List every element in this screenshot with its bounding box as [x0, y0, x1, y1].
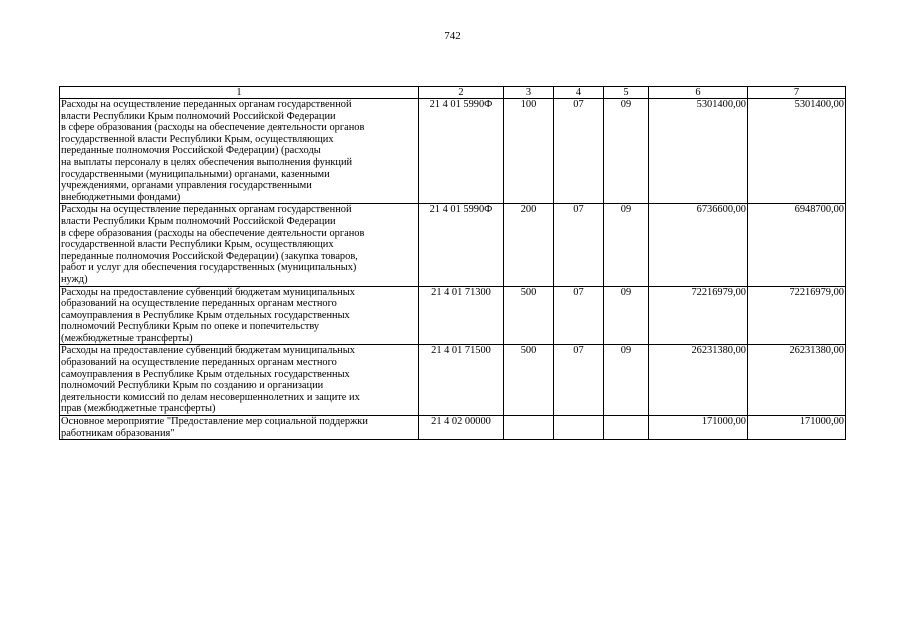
description-line: власти Республики Крым полномочий Российской Федерации	[61, 110, 336, 122]
expense-type-code: 500	[504, 345, 554, 416]
subsection-code: 09	[604, 99, 649, 204]
section-code: 07	[554, 204, 604, 286]
amount-year-2: 26231380,00	[748, 345, 846, 416]
amount-year-1: 72216979,00	[649, 286, 748, 345]
section-code	[554, 416, 604, 440]
target-article-code: 21 4 01 5990Ф	[419, 99, 504, 204]
description-line: власти Республики Крым полномочий Российской Федерации	[61, 215, 336, 227]
description-line: (межбюджетные трансферты)	[61, 332, 193, 344]
subsection-code	[604, 416, 649, 440]
description-line: переданные полномочия Российской Федерации) (закупка товаров,	[61, 250, 358, 262]
table-row	[60, 345, 846, 416]
description-line: Основное мероприятие "Предоставление мер социальной поддержки	[61, 416, 368, 428]
header-col-5: 5	[604, 87, 649, 99]
header-col-1: 1	[60, 87, 419, 99]
expense-type-code	[504, 416, 554, 440]
amount-year-1: 5301400,00	[649, 99, 748, 204]
amount-year-1: 171000,00	[649, 416, 748, 440]
budget-table	[59, 86, 846, 440]
description-line: работ и услуг для обеспечения государственных (муниципальных)	[61, 262, 357, 274]
description-line: прав (межбюджетные трансферты)	[61, 403, 216, 415]
table-row	[60, 204, 846, 286]
description-line: на выплаты персоналу в целях обеспечения выполнения функций	[61, 156, 353, 168]
description-line: переданные полномочия Российской Федерации) (расходы	[61, 145, 321, 157]
table-row	[60, 99, 846, 204]
table-body	[60, 99, 846, 440]
amount-year-2: 5301400,00	[748, 99, 846, 204]
expense-type-code: 200	[504, 204, 554, 286]
expense-type-code: 500	[504, 286, 554, 345]
description-line: государственной власти Республики Крым, осуществляющих	[61, 239, 334, 251]
amount-year-1: 26231380,00	[649, 345, 748, 416]
subsection-code: 09	[604, 204, 649, 286]
description-line: образований на осуществление переданных органам местного	[61, 298, 337, 310]
expense-description	[60, 345, 419, 416]
description-line: Расходы на предоставление субвенций бюджетам муниципальных	[61, 345, 355, 357]
amount-year-2: 171000,00	[748, 416, 846, 440]
header-col-7: 7	[748, 87, 846, 99]
expense-description	[60, 286, 419, 345]
description-line: нужд)	[61, 273, 88, 285]
section-code: 07	[554, 99, 604, 204]
amount-year-1: 6736600,00	[649, 204, 748, 286]
description-line: полномочий Республики Крым по опеке и попечительству	[61, 321, 320, 333]
description-line: самоуправления в Республике Крым отдельных государственных	[61, 368, 350, 380]
header-col-6: 6	[649, 87, 748, 99]
table-row	[60, 416, 846, 440]
description-line: образований на осуществление переданных органам местного	[61, 357, 337, 369]
expense-type-code: 100	[504, 99, 554, 204]
description-line: Расходы на осуществление переданных органам государственной	[61, 204, 352, 216]
target-article-code: 21 4 01 5990Ф	[419, 204, 504, 286]
description-line: государственной власти Республики Крым, осуществляющих	[61, 133, 334, 145]
section-code: 07	[554, 286, 604, 345]
target-article-code: 21 4 02 00000	[419, 416, 504, 440]
description-line: Расходы на осуществление переданных органам государственной	[61, 99, 352, 110]
header-col-2: 2	[419, 87, 504, 99]
description-line: полномочий Республики Крым по созданию и организации	[61, 380, 324, 392]
subsection-code: 09	[604, 286, 649, 345]
table-row	[60, 286, 846, 345]
header-row	[60, 87, 846, 99]
amount-year-2: 72216979,00	[748, 286, 846, 345]
description-line: в сфере образования (расходы на обеспечение деятельности органов	[61, 227, 365, 239]
description-line: самоуправления в Республике Крым отдельных государственных	[61, 309, 350, 321]
description-line: внебюджетными фондами)	[61, 191, 181, 203]
target-article-code: 21 4 01 71500	[419, 345, 504, 416]
page-number: 742	[444, 30, 461, 42]
description-line: деятельности комиссий по делам несовершеннолетних и защите их	[61, 391, 360, 403]
header-col-3: 3	[504, 87, 554, 99]
header-col-4: 4	[554, 87, 604, 99]
description-line: в сфере образования (расходы на обеспечение деятельности органов	[61, 122, 365, 134]
description-line: Расходы на предоставление субвенций бюджетам муниципальных	[61, 286, 355, 298]
description-line: учреждениями, органами управления государственными	[61, 180, 312, 192]
subsection-code: 09	[604, 345, 649, 416]
expense-description	[60, 204, 419, 286]
description-line: работникам образования"	[61, 427, 175, 439]
expense-description	[60, 99, 419, 204]
amount-year-2: 6948700,00	[748, 204, 846, 286]
target-article-code: 21 4 01 71300	[419, 286, 504, 345]
section-code: 07	[554, 345, 604, 416]
expense-description	[60, 416, 419, 440]
description-line: государственными (муниципальными) органами, казенными	[61, 168, 330, 180]
